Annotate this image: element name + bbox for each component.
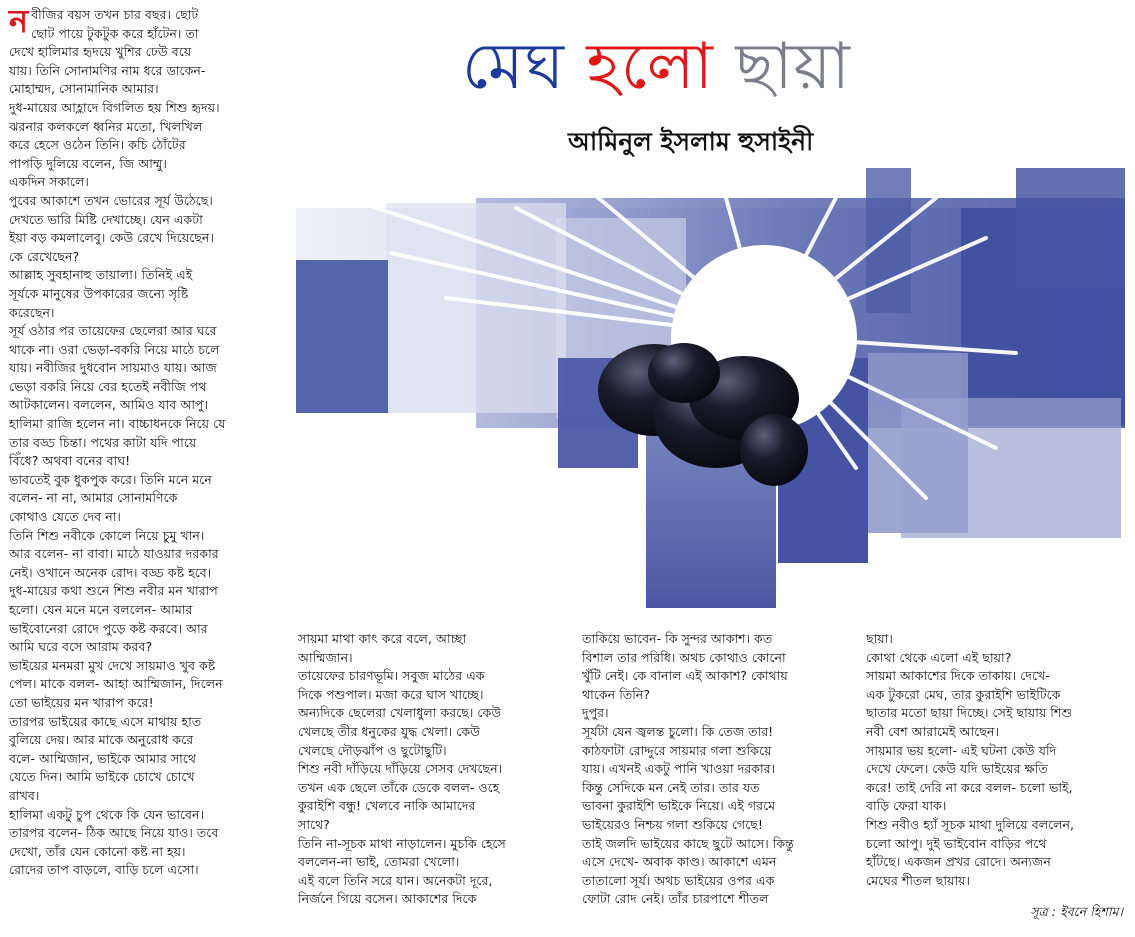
author-name: আমিনুল ইসলাম হুসাইনী [568,127,814,156]
column-4-text: ছায়া। কোথা থেকে এলো এই ছায়া? সায়মা আকাশের দিকে তাকায়। দেখে- এক টুকরো মেঘ, তার কুরাইশি ভাইটিকে ছাতার মতো ছায়া দিচ্ছে। সেই ছায়ায় শিশু নবী বেশ আরামেই আছেন। সায়মার ভয় হলো- এই ঘটনা কেউ যদি দেখে ফেলে। কেউ যদি ভাইয়ের ক্ষতি করে! তাই দেরি না করে বলল- চলো ভাই, বাড়ি ফেরা যাক। শিশু নবীও হ্যাঁ সূচক মাথা দুলিয়ে বললেন, চলো আপু। দুই ভাইবোন বাড়ির পথে হাঁটছে। একজন প্রখর রোদে। অন্যজন মেঘের শীতল ছায়ায়। [866,631,1075,888]
story-column-4 [866,630,1131,890]
sun-cloud-illustration [296,168,1125,618]
story-column-3 [582,630,852,909]
column-1-text: বীজির বয়স তখন চার বছর। ছোট ছোট পায়ে টুকটুক করে হাঁটেন। তা দেখে হালিমার হৃদয়ে খুশির ঢেউ বয়ে যায়। তিনি সোনামণির নাম ধরে ডাকেন- মোহাম্মদ, সোনামানিক আমার। দুধ-মায়ের আহ্লাদে বিগলিত হয় শিশু হৃদয়। ঝরনার কলকলে ধ্বনির মতো, খিলখিল করে হেসে ওঠেন তিনি। কচি ঠোঁটের পাপড়ি দুলিয়ে বলেন, জি আম্মু। একদিন সকালে। পুবের আকাশে তখন ভোরের সূর্য উঠেছে। দেখতে ভারি মিষ্টি দেখাচ্ছে। যেন একটা ইয়া বড় কমলালেবু। কেউ রেখে দিয়েছেন। কে রেখেছেন? আল্লাহ সুবহানাহু তায়ালা। তিনিই এই সূর্যকে মানুষের উপকারের জন্যে সৃষ্টি করেছেন। সূর্য ওঠার পর তায়েফের ছেলেরা আর ঘরে থাকে না। ওরা ভেড়া-বকরি নিয়ে মাঠে চলে যায়। নবীজির দুধবোন সায়মাও যায়। আজ ভেড়া বকরি নিয়ে বের হতেই নবীজি পথ আটকালেন। বললেন, আমিও যাব আপু। হালিমা রাজি হলেন না। বাচ্চাধনকে নিয়ে যে তার বড্ড চিন্তা। পথের কাটা যদি পায়ে বিঁধে? অথবা বনের বাঘ! ভাবতেই বুক ধুকপুক করে। তিনি মনে মনে বলেন- না না, আমার সোনামণিকে কোথাও যেতে দেব না। তিনি শিশু নবীকে কোলে নিয়ে চুমু খান। আর বলেন- না বাবা। মাঠে যাওয়ার দরকার নেই। ওখানে অনেক রোদ। বড্ড কষ্ট হবে। দুধ-মায়ের কথা শুনে শিশু নবীর মন খারাপ হলো। যেন মনে মনে বললেন- আমার ভাইবোনেরা রোদে পুড়ে কষ্ট করবে। আর আমি ঘরে বসে আরাম করব? ভাইয়ের মনমরা মুখ দেখে সায়মাও খুব কষ্ট পেল। মাকে বলল- আহা আম্মিজান, দিলেন তো ভাইয়ের মন খারাপ করে! তারপর ভাইয়ের কাছে এসে মাথায় হাত বুলিয়ে দেয়। আর মাকে অনুরোধ করে বলে- আম্মিজান, ভাইকে আমার সাথে যেতে দিন। আমি ভাইকে চোখে চোখে রাখব। হালিমা একটু চুপ থেকে কি যেন ভাবেন। তারপর বলেন- ঠিক আছে নিয়ে যাও। তবে দেখো, তাঁর যেন কোনো কষ্ট না হয়। রোদের তাপ বাড়লে, বাড়ি চলে এসো। [9,7,226,878]
column-3-text: তাকিয়ে ভাবেন- কি সুন্দর আকাশ। কত বিশাল তার পরিধি। অথচ কোথাও কোনো খুঁটি নেই। কে বানাল এই আকাশ? কোথায় থাকেন তিনি? দুপুর। সূর্যটা যেন জ্বলন্ত চুলো। কি তেজ তার! কাঠফাটা রোদ্দুরে সায়মার গলা শুকিয়ে যায়। এখনই একটু পানি খাওয়া দরকার। কিন্তু সেদিকে মন নেই তার। তার যত ভাবনা কুরাইশি ভাইকে নিয়ে। এই গরমে ভাইয়েরও নিশ্চয় গলা শুকিয়ে গেছে! তাই জলদি ভাইয়ের কাছে ছুটে আসে। কিন্তু এসে দেখে- অবাক কাণ্ড। আকাশে এমন তাতালো সূর্য। অথচ ভাইয়ের ওপর এক ফোটা রোদ নেই। তাঁর চারপাশে শীতল [582,631,794,907]
drop-cap: ন [9,2,29,40]
column-2-text: সায়মা মাথা কাৎ করে বলে, আচ্ছা আম্মিজান। তায়েফের চারণভূমি। সবুজ মাঠের এক দিকে পশুপাল। মজা করে ঘাস খাচ্ছে। অন্যদিকে ছেলেরা খেলাধুলা করছে। কেউ খেলছে তীর ধনুকের যুদ্ধ খেলা। কেউ খেলছে দৌড়ঝাঁপ ও ছুটোছুটি। শিশু নবী দাঁড়িয়ে দাঁড়িয়ে সেসব দেখছেন। তখন এক ছেলে তাঁকে ডেকে বলল- ওহে কুরাইশি বন্ধু! খেলবে নাকি আমাদের সাথে? তিনি না-সূচক মাথা নাড়ালেন। মুচকি হেসে বললেন-না ভাই, তোমরা খেলো। এই বলে তিনি সরে যান। অনেকটা দূরে, নির্জনে গিয়ে বসেন। আকাশের দিকে [298,631,506,907]
title-word-became: হলো [586,30,714,104]
story-column-2 [298,630,568,909]
title-word-shade: ছায়া [735,30,851,104]
story-title [462,22,972,114]
title-word-cloud: মেঘ [462,30,566,104]
story-column-1 [9,2,287,880]
source-credit: সূত্র : ইবনে হিশাম। [1030,904,1123,919]
